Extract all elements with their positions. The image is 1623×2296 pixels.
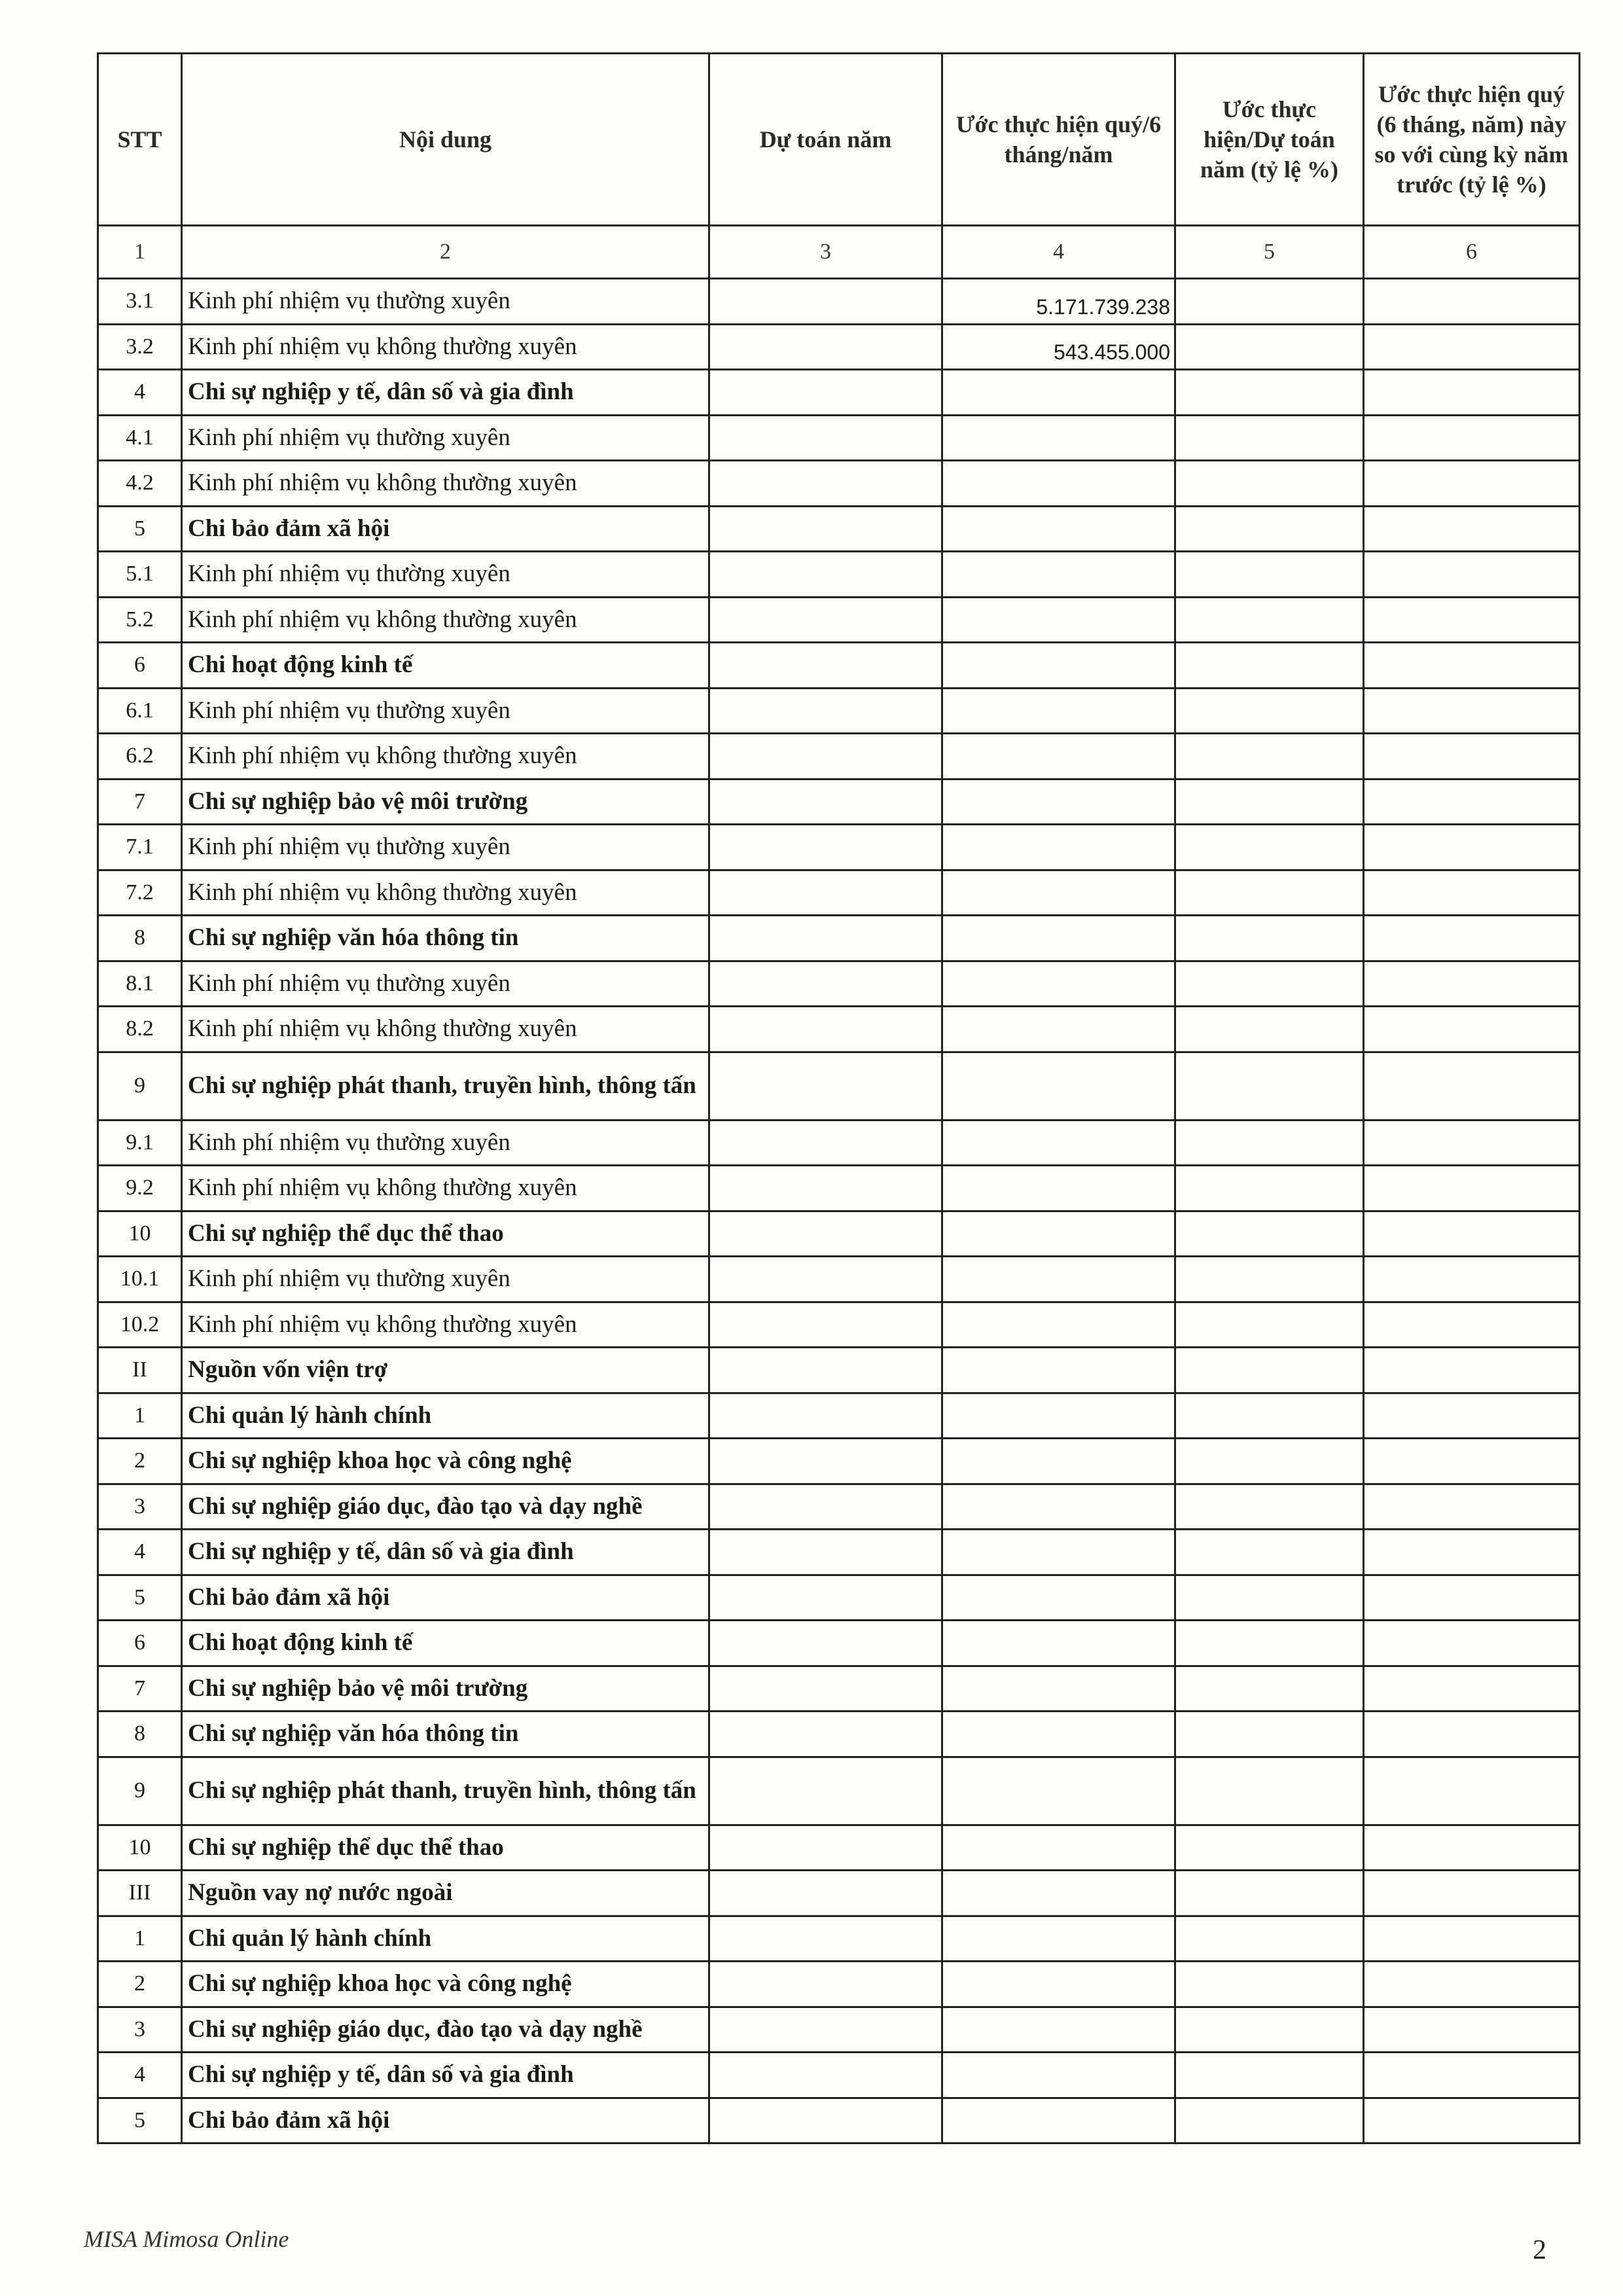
row-content: Kinh phí nhiệm vụ không thường xuyên bbox=[182, 324, 709, 370]
row-content: Chi sự nghiệp y tế, dân số và gia đình bbox=[182, 2053, 709, 2098]
row-annual-estimate bbox=[709, 870, 942, 916]
header-estimate-ratio: Ước thực hiện/Dự toán năm (tỷ lệ %) bbox=[1175, 54, 1364, 226]
row-content: Nguồn vốn viện trợ bbox=[182, 1348, 709, 1393]
row-stt: 9.2 bbox=[98, 1166, 182, 1211]
row-compare-ratio bbox=[1364, 1871, 1580, 1916]
row-estimate-value bbox=[942, 1916, 1175, 1962]
row-compare-ratio bbox=[1364, 1712, 1580, 1757]
header-row bbox=[98, 54, 1580, 226]
row-estimate-value bbox=[942, 1302, 1175, 1348]
row-annual-estimate bbox=[709, 1166, 942, 1211]
row-estimate-value bbox=[942, 1530, 1175, 1575]
row-stt: 4.2 bbox=[98, 461, 182, 507]
row-stt: 10 bbox=[98, 1211, 182, 1257]
row-content: Nguồn vay nợ nước ngoài bbox=[182, 1871, 709, 1916]
row-annual-estimate bbox=[709, 1621, 942, 1666]
row-estimate-value bbox=[942, 2053, 1175, 2098]
row-stt: 4 bbox=[98, 1530, 182, 1575]
row-estimate-value bbox=[942, 1621, 1175, 1666]
row-estimate-ratio bbox=[1175, 1621, 1364, 1666]
row-estimate-ratio bbox=[1175, 597, 1364, 643]
row-compare-ratio bbox=[1364, 415, 1580, 461]
table-row bbox=[98, 1302, 1580, 1348]
row-estimate-ratio bbox=[1175, 1575, 1364, 1621]
row-annual-estimate bbox=[709, 1393, 942, 1439]
row-estimate-ratio bbox=[1175, 370, 1364, 416]
row-estimate-ratio bbox=[1175, 552, 1364, 598]
row-compare-ratio bbox=[1364, 1439, 1580, 1484]
row-annual-estimate bbox=[709, 688, 942, 734]
row-annual-estimate bbox=[709, 643, 942, 689]
row-annual-estimate bbox=[709, 1962, 942, 2007]
row-stt: 7 bbox=[98, 1666, 182, 1712]
column-number: 1 bbox=[98, 226, 182, 279]
row-estimate-ratio bbox=[1175, 961, 1364, 1007]
row-content: Chi sự nghiệp bảo vệ môi trường bbox=[182, 779, 709, 825]
row-estimate-ratio bbox=[1175, 870, 1364, 916]
row-estimate-ratio bbox=[1175, 1211, 1364, 1257]
row-annual-estimate bbox=[709, 1120, 942, 1166]
table-row bbox=[98, 688, 1580, 734]
row-compare-ratio bbox=[1364, 370, 1580, 416]
row-annual-estimate bbox=[709, 1871, 942, 1916]
header-annual-estimate: Dự toán năm bbox=[709, 54, 942, 226]
row-estimate-value bbox=[942, 1052, 1175, 1120]
row-annual-estimate bbox=[709, 1575, 942, 1621]
row-stt: 5.2 bbox=[98, 597, 182, 643]
row-estimate-value: 543.455.000 bbox=[942, 324, 1175, 370]
row-content: Chi sự nghiệp y tế, dân số và gia đình bbox=[182, 370, 709, 416]
row-stt: 3.1 bbox=[98, 279, 182, 325]
header-content: Nội dung bbox=[182, 54, 709, 226]
row-estimate-value bbox=[942, 1962, 1175, 2007]
row-stt: 10 bbox=[98, 1825, 182, 1871]
row-estimate-ratio bbox=[1175, 1666, 1364, 1712]
budget-table bbox=[97, 52, 1580, 2144]
row-stt: 8.2 bbox=[98, 1007, 182, 1052]
table-row bbox=[98, 1575, 1580, 1621]
row-estimate-ratio bbox=[1175, 461, 1364, 507]
row-estimate-ratio bbox=[1175, 1348, 1364, 1393]
row-content: Kinh phí nhiệm vụ thường xuyên bbox=[182, 825, 709, 870]
row-stt: 7 bbox=[98, 779, 182, 825]
row-compare-ratio bbox=[1364, 870, 1580, 916]
row-content: Kinh phí nhiệm vụ thường xuyên bbox=[182, 552, 709, 598]
row-annual-estimate bbox=[709, 1530, 942, 1575]
row-stt: 8.1 bbox=[98, 961, 182, 1007]
row-content: Chi sự nghiệp khoa học và công nghệ bbox=[182, 1439, 709, 1484]
row-estimate-ratio bbox=[1175, 779, 1364, 825]
row-content: Chi sự nghiệp văn hóa thông tin bbox=[182, 1712, 709, 1757]
row-estimate-ratio bbox=[1175, 643, 1364, 689]
row-content: Kinh phí nhiệm vụ không thường xuyên bbox=[182, 870, 709, 916]
row-estimate-value bbox=[942, 1211, 1175, 1257]
row-content: Kinh phí nhiệm vụ thường xuyên bbox=[182, 1257, 709, 1302]
row-content: Kinh phí nhiệm vụ thường xuyên bbox=[182, 415, 709, 461]
table-row bbox=[98, 415, 1580, 461]
row-content: Chi bảo đảm xã hội bbox=[182, 1575, 709, 1621]
footer-software-name: MISA Mimosa Online bbox=[84, 2226, 289, 2252]
row-stt: 1 bbox=[98, 1916, 182, 1962]
row-stt: 2 bbox=[98, 1962, 182, 2007]
table-row bbox=[98, 1257, 1580, 1302]
table-row bbox=[98, 1007, 1580, 1052]
row-content: Chi sự nghiệp thể dục thể thao bbox=[182, 1211, 709, 1257]
row-content: Chi sự nghiệp văn hóa thông tin bbox=[182, 916, 709, 961]
row-estimate-ratio bbox=[1175, 2098, 1364, 2144]
table-row bbox=[98, 1120, 1580, 1166]
column-number: 3 bbox=[709, 226, 942, 279]
row-estimate-ratio bbox=[1175, 1962, 1364, 2007]
row-estimate-value bbox=[942, 461, 1175, 507]
table-row bbox=[98, 552, 1580, 598]
row-annual-estimate bbox=[709, 1052, 942, 1120]
row-compare-ratio bbox=[1364, 2007, 1580, 2053]
row-stt: II bbox=[98, 1348, 182, 1393]
row-annual-estimate bbox=[709, 825, 942, 870]
row-estimate-value: 5.171.739.238 bbox=[942, 279, 1175, 325]
row-estimate-ratio bbox=[1175, 506, 1364, 552]
row-annual-estimate bbox=[709, 1757, 942, 1825]
row-estimate-ratio bbox=[1175, 1871, 1364, 1916]
row-compare-ratio bbox=[1364, 1484, 1580, 1530]
row-estimate-ratio bbox=[1175, 1484, 1364, 1530]
row-content: Chi bảo đảm xã hội bbox=[182, 506, 709, 552]
table-row bbox=[98, 1962, 1580, 2007]
row-compare-ratio bbox=[1364, 2053, 1580, 2098]
row-estimate-value bbox=[942, 1666, 1175, 1712]
table-row bbox=[98, 1211, 1580, 1257]
row-annual-estimate bbox=[709, 2098, 942, 2144]
row-estimate-ratio bbox=[1175, 1302, 1364, 1348]
row-compare-ratio bbox=[1364, 1211, 1580, 1257]
row-content: Chi hoạt động kinh tế bbox=[182, 643, 709, 689]
row-estimate-ratio bbox=[1175, 1439, 1364, 1484]
table-row bbox=[98, 2053, 1580, 2098]
row-stt: 10.2 bbox=[98, 1302, 182, 1348]
row-estimate-ratio bbox=[1175, 415, 1364, 461]
row-annual-estimate bbox=[709, 779, 942, 825]
row-annual-estimate bbox=[709, 916, 942, 961]
row-annual-estimate bbox=[709, 1348, 942, 1393]
row-annual-estimate bbox=[709, 734, 942, 780]
row-compare-ratio bbox=[1364, 1757, 1580, 1825]
table-row bbox=[98, 324, 1580, 370]
row-stt: 10.1 bbox=[98, 1257, 182, 1302]
row-content: Kinh phí nhiệm vụ không thường xuyên bbox=[182, 1166, 709, 1211]
table-row bbox=[98, 597, 1580, 643]
row-content: Chi quản lý hành chính bbox=[182, 1916, 709, 1962]
row-estimate-ratio bbox=[1175, 2053, 1364, 2098]
table-row bbox=[98, 370, 1580, 416]
row-compare-ratio bbox=[1364, 597, 1580, 643]
row-estimate-ratio bbox=[1175, 324, 1364, 370]
header-compare-ratio: Ước thực hiện quý (6 tháng, năm) này so với cùng kỳ năm trước (tỷ lệ %) bbox=[1364, 54, 1580, 226]
row-annual-estimate bbox=[709, 1302, 942, 1348]
table-row bbox=[98, 916, 1580, 961]
row-estimate-ratio bbox=[1175, 1257, 1364, 1302]
row-compare-ratio bbox=[1364, 779, 1580, 825]
row-content: Kinh phí nhiệm vụ không thường xuyên bbox=[182, 597, 709, 643]
table-row bbox=[98, 1621, 1580, 1666]
row-stt: III bbox=[98, 1871, 182, 1916]
row-content: Kinh phí nhiệm vụ không thường xuyên bbox=[182, 1007, 709, 1052]
table-row bbox=[98, 734, 1580, 780]
row-estimate-ratio bbox=[1175, 1825, 1364, 1871]
row-annual-estimate bbox=[709, 597, 942, 643]
row-stt: 8 bbox=[98, 916, 182, 961]
column-number: 2 bbox=[182, 226, 709, 279]
row-content: Kinh phí nhiệm vụ thường xuyên bbox=[182, 1120, 709, 1166]
row-stt: 1 bbox=[98, 1393, 182, 1439]
row-compare-ratio bbox=[1364, 1393, 1580, 1439]
row-compare-ratio bbox=[1364, 1052, 1580, 1120]
row-estimate-value bbox=[942, 1007, 1175, 1052]
row-compare-ratio bbox=[1364, 1530, 1580, 1575]
table-row bbox=[98, 506, 1580, 552]
row-annual-estimate bbox=[709, 279, 942, 325]
table-row bbox=[98, 1484, 1580, 1530]
row-compare-ratio bbox=[1364, 1348, 1580, 1393]
row-estimate-value bbox=[942, 1120, 1175, 1166]
row-annual-estimate bbox=[709, 1257, 942, 1302]
table-row bbox=[98, 1666, 1580, 1712]
table-row bbox=[98, 279, 1580, 325]
row-estimate-ratio bbox=[1175, 1916, 1364, 1962]
row-estimate-value bbox=[942, 1257, 1175, 1302]
table-row bbox=[98, 961, 1580, 1007]
row-stt: 8 bbox=[98, 1712, 182, 1757]
row-compare-ratio bbox=[1364, 1007, 1580, 1052]
row-stt: 2 bbox=[98, 1439, 182, 1484]
row-estimate-value bbox=[942, 1393, 1175, 1439]
row-compare-ratio bbox=[1364, 1916, 1580, 1962]
row-stt: 9 bbox=[98, 1052, 182, 1120]
row-estimate-ratio bbox=[1175, 1120, 1364, 1166]
row-estimate-ratio bbox=[1175, 688, 1364, 734]
table-row bbox=[98, 1825, 1580, 1871]
row-estimate-value bbox=[942, 688, 1175, 734]
row-content: Kinh phí nhiệm vụ không thường xuyên bbox=[182, 461, 709, 507]
row-estimate-ratio bbox=[1175, 1712, 1364, 1757]
row-compare-ratio bbox=[1364, 961, 1580, 1007]
row-estimate-ratio bbox=[1175, 279, 1364, 325]
table-row bbox=[98, 1757, 1580, 1825]
row-content: Chi sự nghiệp giáo dục, đào tạo và dạy nghề bbox=[182, 2007, 709, 2053]
table-row bbox=[98, 1348, 1580, 1393]
row-estimate-value bbox=[942, 1871, 1175, 1916]
row-content: Kinh phí nhiệm vụ thường xuyên bbox=[182, 279, 709, 325]
row-estimate-value bbox=[942, 1825, 1175, 1871]
row-content: Chi sự nghiệp bảo vệ môi trường bbox=[182, 1666, 709, 1712]
row-compare-ratio bbox=[1364, 643, 1580, 689]
table-row bbox=[98, 1916, 1580, 1962]
row-estimate-value bbox=[942, 1712, 1175, 1757]
row-estimate-ratio bbox=[1175, 825, 1364, 870]
row-estimate-value bbox=[942, 961, 1175, 1007]
row-annual-estimate bbox=[709, 1825, 942, 1871]
table-row bbox=[98, 825, 1580, 870]
row-annual-estimate bbox=[709, 961, 942, 1007]
row-content: Chi sự nghiệp giáo dục, đào tạo và dạy nghề bbox=[182, 1484, 709, 1530]
row-estimate-ratio bbox=[1175, 1166, 1364, 1211]
row-estimate-value bbox=[942, 552, 1175, 598]
page-number: 2 bbox=[1533, 2235, 1546, 2265]
row-annual-estimate bbox=[709, 2007, 942, 2053]
row-annual-estimate bbox=[709, 1484, 942, 1530]
row-annual-estimate bbox=[709, 461, 942, 507]
header-estimate-quarter: Ước thực hiện quý/6 tháng/năm bbox=[942, 54, 1175, 226]
row-content: Kinh phí nhiệm vụ không thường xuyên bbox=[182, 1302, 709, 1348]
row-annual-estimate bbox=[709, 506, 942, 552]
table-row bbox=[98, 870, 1580, 916]
row-content: Kinh phí nhiệm vụ thường xuyên bbox=[182, 961, 709, 1007]
row-estimate-value bbox=[942, 370, 1175, 416]
row-estimate-value bbox=[942, 643, 1175, 689]
row-annual-estimate bbox=[709, 370, 942, 416]
row-compare-ratio bbox=[1364, 1257, 1580, 1302]
row-content: Chi sự nghiệp thể dục thể thao bbox=[182, 1825, 709, 1871]
row-estimate-value bbox=[942, 779, 1175, 825]
row-stt: 9 bbox=[98, 1757, 182, 1825]
row-content: Chi hoạt động kinh tế bbox=[182, 1621, 709, 1666]
row-stt: 3.2 bbox=[98, 324, 182, 370]
row-content: Kinh phí nhiệm vụ thường xuyên bbox=[182, 688, 709, 734]
row-estimate-value bbox=[942, 2007, 1175, 2053]
row-compare-ratio bbox=[1364, 1666, 1580, 1712]
row-compare-ratio bbox=[1364, 1621, 1580, 1666]
row-estimate-value bbox=[942, 1166, 1175, 1211]
table-row bbox=[98, 1052, 1580, 1120]
row-content: Kinh phí nhiệm vụ không thường xuyên bbox=[182, 734, 709, 780]
row-compare-ratio bbox=[1364, 916, 1580, 961]
row-stt: 5 bbox=[98, 1575, 182, 1621]
row-annual-estimate bbox=[709, 1211, 942, 1257]
row-estimate-value bbox=[942, 415, 1175, 461]
row-compare-ratio bbox=[1364, 1120, 1580, 1166]
column-number-row bbox=[98, 226, 1580, 279]
row-estimate-value bbox=[942, 825, 1175, 870]
row-annual-estimate bbox=[709, 1439, 942, 1484]
row-estimate-value bbox=[942, 1348, 1175, 1393]
column-number: 4 bbox=[942, 226, 1175, 279]
row-estimate-ratio bbox=[1175, 1530, 1364, 1575]
row-compare-ratio bbox=[1364, 1962, 1580, 2007]
table-body bbox=[98, 279, 1580, 2144]
row-compare-ratio bbox=[1364, 688, 1580, 734]
row-compare-ratio bbox=[1364, 1166, 1580, 1211]
row-estimate-value bbox=[942, 734, 1175, 780]
row-annual-estimate bbox=[709, 2053, 942, 2098]
table-row bbox=[98, 1166, 1580, 1211]
table-row bbox=[98, 2098, 1580, 2144]
row-annual-estimate bbox=[709, 1712, 942, 1757]
row-estimate-value bbox=[942, 1757, 1175, 1825]
row-stt: 7.2 bbox=[98, 870, 182, 916]
row-content: Chi sự nghiệp khoa học và công nghệ bbox=[182, 1962, 709, 2007]
row-estimate-ratio bbox=[1175, 1052, 1364, 1120]
table-row bbox=[98, 1871, 1580, 1916]
row-compare-ratio bbox=[1364, 2098, 1580, 2144]
column-number: 5 bbox=[1175, 226, 1364, 279]
row-content: Chi sự nghiệp phát thanh, truyền hình, thông tấn bbox=[182, 1757, 709, 1825]
table-row bbox=[98, 2007, 1580, 2053]
row-stt: 6.1 bbox=[98, 688, 182, 734]
row-estimate-value bbox=[942, 597, 1175, 643]
row-compare-ratio bbox=[1364, 506, 1580, 552]
row-content: Chi sự nghiệp phát thanh, truyền hình, thông tấn bbox=[182, 1052, 709, 1120]
table-row bbox=[98, 1530, 1580, 1575]
row-estimate-ratio bbox=[1175, 1007, 1364, 1052]
row-stt: 3 bbox=[98, 1484, 182, 1530]
table-row bbox=[98, 461, 1580, 507]
row-annual-estimate bbox=[709, 552, 942, 598]
row-compare-ratio bbox=[1364, 279, 1580, 325]
row-compare-ratio bbox=[1364, 461, 1580, 507]
row-stt: 6 bbox=[98, 1621, 182, 1666]
row-stt: 3 bbox=[98, 2007, 182, 2053]
row-compare-ratio bbox=[1364, 1575, 1580, 1621]
row-content: Chi sự nghiệp y tế, dân số và gia đình bbox=[182, 1530, 709, 1575]
row-stt: 9.1 bbox=[98, 1120, 182, 1166]
row-compare-ratio bbox=[1364, 324, 1580, 370]
table-row bbox=[98, 1712, 1580, 1757]
row-stt: 4 bbox=[98, 2053, 182, 2098]
row-content: Chi quản lý hành chính bbox=[182, 1393, 709, 1439]
row-stt: 5 bbox=[98, 506, 182, 552]
row-estimate-value bbox=[942, 1575, 1175, 1621]
row-compare-ratio bbox=[1364, 825, 1580, 870]
row-stt: 7.1 bbox=[98, 825, 182, 870]
row-estimate-ratio bbox=[1175, 1393, 1364, 1439]
row-annual-estimate bbox=[709, 324, 942, 370]
column-number: 6 bbox=[1364, 226, 1580, 279]
row-estimate-value bbox=[942, 506, 1175, 552]
row-compare-ratio bbox=[1364, 1825, 1580, 1871]
row-compare-ratio bbox=[1364, 552, 1580, 598]
table-row bbox=[98, 643, 1580, 689]
header-stt: STT bbox=[98, 54, 182, 226]
row-content: Chi bảo đảm xã hội bbox=[182, 2098, 709, 2144]
row-estimate-value bbox=[942, 1439, 1175, 1484]
row-stt: 4 bbox=[98, 370, 182, 416]
row-annual-estimate bbox=[709, 1007, 942, 1052]
row-estimate-value bbox=[942, 2098, 1175, 2144]
row-annual-estimate bbox=[709, 1666, 942, 1712]
row-compare-ratio bbox=[1364, 734, 1580, 780]
row-estimate-value bbox=[942, 1484, 1175, 1530]
row-stt: 5.1 bbox=[98, 552, 182, 598]
row-estimate-ratio bbox=[1175, 916, 1364, 961]
row-stt: 5 bbox=[98, 2098, 182, 2144]
row-estimate-ratio bbox=[1175, 1757, 1364, 1825]
row-estimate-ratio bbox=[1175, 2007, 1364, 2053]
row-stt: 4.1 bbox=[98, 415, 182, 461]
row-compare-ratio bbox=[1364, 1302, 1580, 1348]
table-row bbox=[98, 1439, 1580, 1484]
row-estimate-ratio bbox=[1175, 734, 1364, 780]
row-stt: 6 bbox=[98, 643, 182, 689]
row-stt: 6.2 bbox=[98, 734, 182, 780]
row-estimate-value bbox=[942, 870, 1175, 916]
row-estimate-value bbox=[942, 916, 1175, 961]
row-annual-estimate bbox=[709, 1916, 942, 1962]
row-annual-estimate bbox=[709, 415, 942, 461]
table-row bbox=[98, 779, 1580, 825]
table-row bbox=[98, 1393, 1580, 1439]
